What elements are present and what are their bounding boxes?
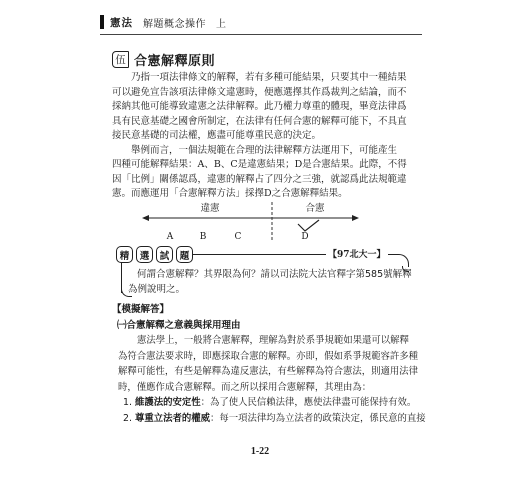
paragraph-line: 接民意基礎的司法權，應盡可能尊重民意的決定。	[112, 130, 322, 141]
paragraph-line: 採納其他可能導致違憲之法律解釋。此乃權力尊重的體現，畢竟法律爲	[112, 101, 407, 112]
badge-char: 試	[156, 246, 173, 263]
unconstitutional-label: 違憲	[200, 203, 220, 214]
reason-title: 維護法的安定性	[134, 397, 201, 408]
reason-text: ：為了使人民信賴法律，應使法律盡可能保持有效。	[200, 397, 417, 408]
reason-item	[123, 411, 426, 427]
paragraph-line: 憲。而應運用「合憲解釋方法」採擇D之合憲解釋結果。	[112, 188, 348, 199]
point-label-b: B	[199, 232, 207, 242]
answer-line: 為符合憲法要求時，即應採取合憲的解釋。亦即，假如系爭規範容許多種	[118, 350, 419, 362]
paragraph-line: 四種可能解釋結果：A、B、C是違憲結果；D是合憲結果。此際，不得	[112, 159, 407, 170]
point-label-d: D	[301, 232, 309, 242]
paragraph-line: 乃指一項法律條文的解釋，若有多種可能結果，只要其中一種結果	[131, 72, 407, 83]
left-arrow-icon	[142, 215, 149, 221]
exam-question	[128, 267, 412, 297]
reason-text: ：每一項法律均為立法者的政策決定，係民意的直接	[209, 412, 426, 424]
header-bar	[100, 15, 104, 29]
exam-source-tag: 【97北大一】	[326, 247, 388, 260]
book-volume: 上	[216, 18, 226, 30]
book-title: 憲法	[110, 16, 133, 29]
answer-line: 憲法學上，一般將合憲解釋，理解為對於系爭規範如果還可以解釋	[137, 335, 409, 346]
paragraph-line: 具有民意基礎之國會所制定，在法律有任何合憲的解釋可能下，不具直	[112, 115, 407, 127]
section-title: 合憲解釋原則	[134, 54, 216, 69]
section-heading	[112, 50, 215, 69]
question-line: 何謂合憲解釋？其界限為何？請以司法院大法官釋字第585號解釋	[137, 269, 412, 280]
right-arrow-icon	[352, 215, 359, 221]
selected-exam-badge	[116, 246, 193, 263]
page-number: 1-22	[250, 446, 270, 457]
reason-item	[123, 395, 426, 411]
answer-line: 時，僅應作成合憲解釋。而之所以採用合憲解釋，其理由為：	[118, 381, 372, 393]
header-divider	[100, 34, 422, 35]
paragraph-line: 舉例而言，一個法規範在合理的法律解釋方法運用下，可能產生	[131, 144, 398, 156]
running-header	[100, 15, 226, 29]
answer-line: 解釋可能性，有些是解釋為違反憲法，有些解釋為符合憲法，則適用法律	[118, 366, 419, 377]
question-line: 為例說明之。	[128, 284, 186, 295]
answer-subheading: ㈠合憲解釋之意義與採用理由	[117, 320, 241, 331]
badge-char: 題	[176, 246, 193, 263]
reasons-list	[123, 395, 426, 426]
book-subtitle: 解題概念操作	[143, 18, 206, 30]
reason-title: 尊重立法者的權威	[134, 412, 210, 424]
point-label-c: C	[234, 232, 242, 242]
section-number: 伍	[112, 51, 129, 68]
badge-char: 精	[116, 246, 133, 263]
reason-number: 2.	[123, 412, 132, 424]
definition-paragraph	[112, 71, 407, 144]
point-label-a: A	[166, 232, 174, 242]
answer-intro	[118, 333, 418, 395]
model-answer-heading: 【模擬解答】	[112, 304, 170, 315]
paragraph-line: 因「比例」關係認爲，違憲的解釋占了四分之三強，就認爲此法規範違	[112, 173, 407, 185]
badge-char: 選	[136, 246, 153, 263]
check-mark-icon	[298, 220, 319, 231]
example-paragraph	[112, 144, 407, 202]
paragraph-line: 可以避免宣告該項法律條文違憲時，便應選擇其作爲裁判之結論，而不	[112, 86, 407, 98]
reason-number: 1.	[123, 397, 132, 408]
interpretation-diagram	[112, 200, 412, 242]
constitutional-label: 合憲	[305, 203, 325, 214]
